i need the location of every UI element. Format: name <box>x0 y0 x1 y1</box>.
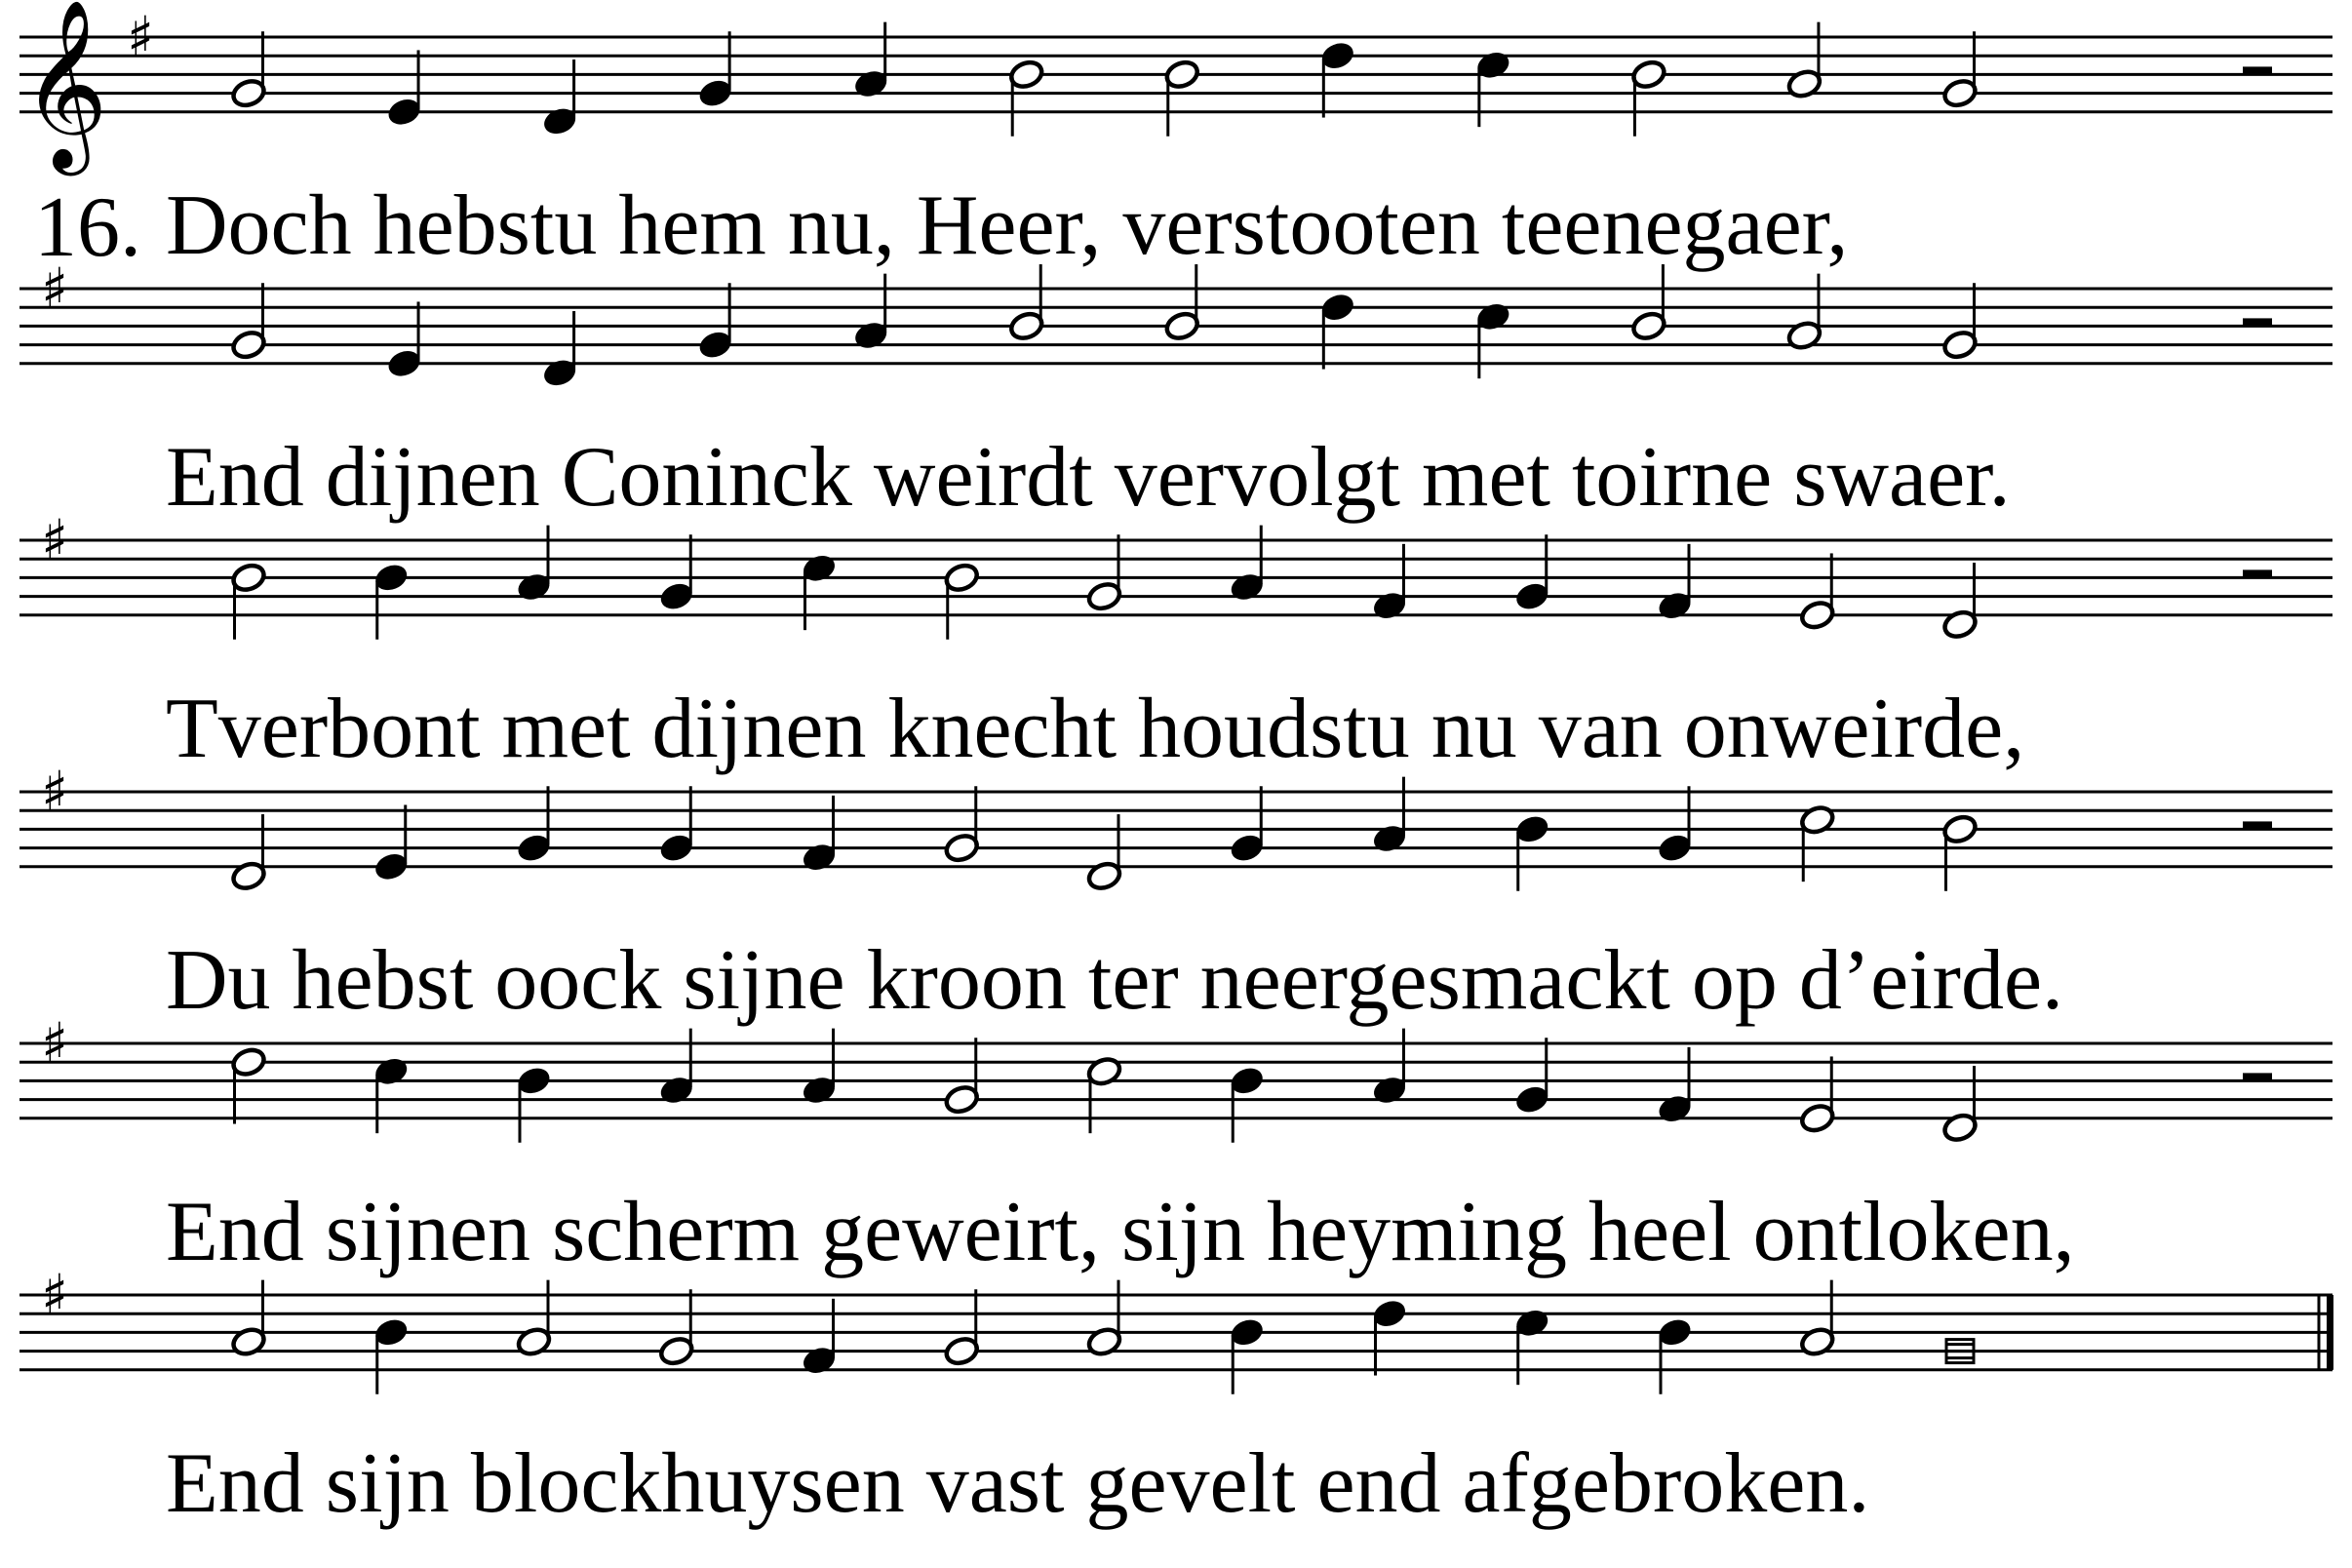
half-rest-icon <box>2243 66 2272 75</box>
note <box>515 526 552 604</box>
note <box>658 1289 695 1367</box>
lyric-line: End sijn blockhuysen vast gevelt end afgebroken. <box>166 1436 1870 1531</box>
note <box>541 59 578 137</box>
lyric-line: End sijnen scherm geweirt, sijn heyming heel ontloken, <box>166 1185 2075 1279</box>
key-signature-sharp-icon: ♯ <box>41 759 69 825</box>
final-barline <box>2327 1295 2333 1370</box>
note <box>943 562 980 640</box>
note <box>1656 1047 1693 1125</box>
note <box>801 1299 838 1377</box>
note <box>1229 786 1266 864</box>
note <box>515 1065 552 1143</box>
note <box>1319 292 1356 370</box>
note <box>541 311 578 389</box>
note <box>372 562 410 640</box>
note <box>1085 814 1122 892</box>
note <box>515 1280 552 1358</box>
note <box>943 1038 980 1116</box>
note <box>1513 1307 1550 1385</box>
note <box>385 50 422 128</box>
note <box>1946 1340 1974 1363</box>
note <box>1085 1055 1122 1133</box>
key-signature-sharp-icon: ♯ <box>127 4 155 70</box>
key-signature-sharp-icon: ♯ <box>41 255 69 322</box>
note <box>1474 49 1511 127</box>
note <box>801 1029 838 1107</box>
note <box>696 283 733 361</box>
half-rest-icon <box>2243 569 2272 578</box>
note <box>658 786 695 864</box>
note <box>1785 274 1823 352</box>
note <box>1785 22 1823 100</box>
key-signature-sharp-icon: ♯ <box>41 1010 69 1077</box>
note <box>230 283 267 361</box>
note <box>1371 1029 1408 1107</box>
note <box>1085 534 1122 612</box>
half-rest-icon <box>2243 1073 2272 1081</box>
staff-system <box>20 1010 2332 1279</box>
treble-clef-icon: 𝄞 <box>21 0 108 169</box>
note <box>1630 59 1667 137</box>
lyric-line: Du hebst oock sijne kroon ter neergesmackt op d’eirde. <box>166 933 2064 1028</box>
note <box>1941 283 1979 361</box>
note <box>1656 544 1693 622</box>
note <box>1229 526 1266 604</box>
lyric-line: Tverbont met dijnen knecht houdstu nu van onweirde, <box>166 682 2025 776</box>
lyric-line: Doch hebstu hem nu, Heer, verstooten teenegaer, <box>166 178 1849 273</box>
note <box>1799 553 1836 631</box>
staff-system <box>20 0 2332 273</box>
note <box>1941 31 1979 109</box>
note <box>1008 59 1045 137</box>
note <box>696 31 733 109</box>
staff-system <box>20 1262 2333 1531</box>
note <box>943 1289 980 1367</box>
key-signature-sharp-icon: ♯ <box>41 507 69 573</box>
note <box>943 786 980 864</box>
note <box>1513 1038 1550 1116</box>
note <box>1799 1056 1836 1134</box>
note <box>1630 264 1667 342</box>
lyric-line: End dijnen Coninck weirdt vervolgt met toirne swaer. <box>166 430 2011 525</box>
note <box>1513 813 1550 891</box>
note <box>230 562 267 640</box>
note <box>230 1046 267 1124</box>
note <box>1319 40 1356 118</box>
note <box>1229 1065 1266 1143</box>
note <box>372 804 410 882</box>
note <box>230 31 267 109</box>
note <box>658 1029 695 1107</box>
verse-number: 16. <box>34 180 141 275</box>
note <box>1229 1316 1266 1394</box>
note <box>801 796 838 874</box>
note <box>1371 1298 1408 1376</box>
note <box>1474 300 1511 378</box>
note <box>852 22 889 100</box>
note <box>852 274 889 352</box>
note <box>385 301 422 379</box>
note <box>1513 534 1550 612</box>
note <box>1163 264 1200 342</box>
note <box>1656 786 1693 864</box>
half-rest-icon <box>2243 821 2272 830</box>
note <box>801 552 838 630</box>
note <box>230 1280 267 1358</box>
note <box>1371 777 1408 855</box>
note <box>1941 1066 1979 1144</box>
note <box>515 786 552 864</box>
note <box>1008 264 1045 342</box>
key-signature-sharp-icon: ♯ <box>41 1262 69 1328</box>
half-rest-icon <box>2243 318 2272 327</box>
staff-system <box>20 255 2332 525</box>
note <box>230 814 267 892</box>
staff-system <box>20 759 2332 1028</box>
note <box>1371 544 1408 622</box>
staff-system <box>20 507 2332 776</box>
note <box>1799 1280 1836 1358</box>
note <box>1941 813 1979 891</box>
note <box>1799 804 1836 882</box>
note <box>372 1055 410 1133</box>
note <box>658 534 695 612</box>
note <box>1941 563 1979 641</box>
note <box>372 1316 410 1394</box>
note <box>1163 59 1200 137</box>
note <box>1656 1316 1693 1394</box>
note <box>1085 1280 1122 1358</box>
